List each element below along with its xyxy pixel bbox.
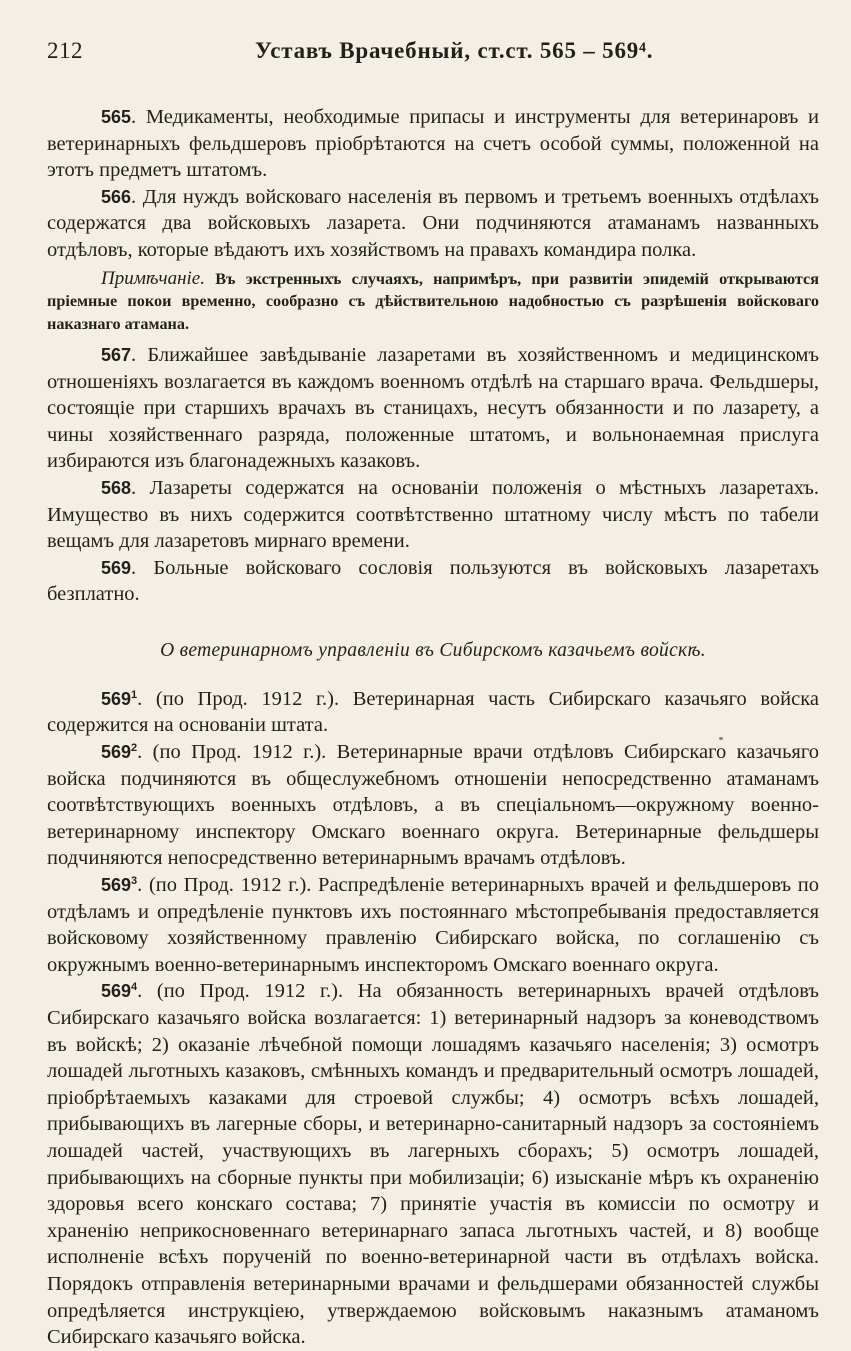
article-number: 566 xyxy=(101,186,132,207)
running-head: Уставъ Врачебный, ст.ст. 565 – 569⁴. xyxy=(255,38,654,63)
article-569: 569. Больные войсковаго сословія пользуются въ войсковыхъ лазаретахъ безплатно. xyxy=(47,556,820,606)
article-text: Для нуждъ войсковаго населенія въ первомъ и третьемъ военныхъ отдѣлахъ содержатся два войсковыхъ лазарета. Они подчиняются атаманамъ названныхъ отдѣловъ, которые вѣдаютъ ихъ хозяйствомъ на правахъ командира полка. xyxy=(47,185,819,261)
note-paragraph xyxy=(47,268,819,336)
note-label: Примѣчаніе. xyxy=(101,267,205,289)
article-text: Больные войсковаго сословія пользуются въ войсковыхъ лазаретахъ безплатно. xyxy=(47,556,820,606)
article-number: 567 xyxy=(101,344,132,365)
ink-speck xyxy=(719,737,723,740)
article-text: Лазареты содержатся на основаніи положенія о мѣстныхъ лазаретахъ. Имущество въ нихъ содержится соотвѣтственно штатному числу мѣстъ по табели вещамъ для лазаретовъ мирнаго времени. xyxy=(47,476,819,553)
article-569-4 xyxy=(47,978,819,1350)
note-text: Въ экстренныхъ случаяхъ, напримѣръ, при развитіи эпидемій открываются пріемные покои временно, сообразно съ дѣйствительною надобностью съ разрѣшенія войсковаго наказнаго атамана. xyxy=(47,269,819,334)
article-number: 568 xyxy=(101,477,132,498)
article-568: 568. Лазареты содержатся на основаніи положенія о мѣстныхъ лазаретахъ. Имущество въ нихъ содержится соотвѣтственно штатному числу мѣстъ по табели вещамъ для лазаретовъ мирнаго времени. xyxy=(47,476,819,553)
note-block xyxy=(47,268,819,336)
article-567: 567. Ближайшее завѣдываніе лазаретами въ хозяйственномъ и медицинскомъ отношеніяхъ возлагается въ каждомъ военномъ отдѣлѣ на старшаго врача. Фельдшеры, состоящіе при старшихъ врачахъ въ станицахъ, несутъ обязанности и по лазарету, а чины хозяйственнаго разряда, положенные штатомъ, и вольнонаемная прислуга избираются изъ благонадежныхъ казаковъ. xyxy=(47,343,820,473)
document-page xyxy=(47,28,819,1351)
articles-block-c xyxy=(47,686,819,1351)
page-number: 212 xyxy=(47,38,83,63)
article-number: 569 xyxy=(101,557,132,578)
article-number: $569^1$ xyxy=(101,688,138,709)
article-number: $569^4$ xyxy=(101,981,138,1002)
article-text: Медикаменты, необходимые припасы и инструменты для ветеринаровъ и ветеринарныхъ фельдшеровъ пріобрѣтаются на счетъ особой суммы, положенной на этотъ предметъ штатомъ. xyxy=(47,106,819,182)
article-565: 565. Медикаменты, необходимые припасы и инструменты для ветеринаровъ и ветеринарныхъ фельдшеровъ пріобрѣтаются на счетъ особой суммы, положенной на этотъ предметъ штатомъ. xyxy=(47,106,819,182)
article-569-1: $569^1$. (по Прод. 1912 г.). Ветеринарная часть Сибирскаго казачьяго войска содержится на основаніи штата. xyxy=(47,687,820,737)
articles-block-b xyxy=(47,342,819,608)
article-number: 565 xyxy=(101,107,132,127)
page-header xyxy=(47,28,819,68)
article-text: . (по Прод. 1912 г.). На обязанность ветеринарныхъ врачей отдѣловъ Сибирскаго казачьяго войска возлагается: 1) ветеринарный надзоръ за коневодствомъ въ войскѣ; 2) оказаніе лѣчебной помощи лошадямъ казачьяго населенія; 3) осмотръ лошадей льготныхъ казаковъ, смѣнныхъ командъ и предварительный осмотръ лошадей, пріобрѣтаемыхъ казаками для строевой службы; 4) осмотръ всѣхъ лошадей, прибывающихъ въ лагерные сборы, и ветеринарно-санитарный надзоръ за состояніемъ лошадей частей, участвующихъ въ лагерныхъ сборахъ; 5) осмотръ лошадей, прибывающихъ на сборные пункты при мобилизаціи; 6) изысканіе мѣръ къ охраненію здоровья всего конскаго состава; 7) принятіе участія въ комиссіи по осмотру и храненію неприкосновеннаго ветеринарнаго запаса льготныхъ частей, и 8) вообще исполненіе всѣхъ порученій по военно-ветеринарной части въ отдѣлахъ войска. Порядокъ отправленія ветеринарными врачами и фельдшерами обязанностей службы опредѣляется инструкціею, утверждаемою войсковымъ наказнымъ атаманомъ Сибирскаго казачьяго войска. xyxy=(47,980,819,1349)
section-title: О ветеринарномъ управленіи въ Сибирскомъ казачьемъ войскѣ. xyxy=(160,639,706,661)
article-text: Ближайшее завѣдываніе лазаретами въ хозяйственномъ и медицинскомъ отношеніяхъ возлагается въ каждомъ военномъ отдѣлѣ на старшаго врача. Фельдшеры, состоящіе при старшихъ врачахъ въ станицахъ, несутъ обязанности и по лазарету, а чины хозяйственнаго разряда, положенные штатомъ, и вольнонаемная прислуга избираются изъ благонадежныхъ казаковъ. xyxy=(47,343,820,473)
article-number: $569^3$ xyxy=(101,875,138,896)
article-569-2: $569^2$. (по Прод. 1912 г.). Ветеринарные врачи отдѣловъ Сибирскаго казачьяго войска подчиняются въ общеслужебномъ отношеніи непосредственно атаманамъ соотвѣтствующихъ военныхъ отдѣловъ, а въ спеціальномъ—окружному военно-ветеринарному инспектору Омскаго военнаго округа. Ветеринарные фельдшеры подчиняются непосредственно ветеринарнымъ врачамъ отдѣловъ. xyxy=(47,741,819,870)
article-569-3: $569^3$. (по Прод. 1912 г.). Распредѣленіе ветеринарныхъ врачей и фельдшеровъ по отдѣламъ и опредѣленіе пунктовъ ихъ постояннаго мѣстопребыванія предоставляется войсковому хозяйственному правленію Сибирскаго войска, по соглашенію съ окружнымъ военно-ветеринарнымъ инспекторомъ Омскаго военнаго округа. xyxy=(47,874,820,976)
article-text: (по Прод. 1912 г.). Ветеринарные врачи отдѣловъ Сибирскаго казачьяго войска подчиняются въ общеслужебномъ отношеніи непосредственно атаманамъ соотвѣтствующихъ военныхъ отдѣловъ, а въ спеціальномъ—окружному военно-ветеринарному инспектору Омскаго военнаго округа. Ветеринарные фельдшеры подчиняются непосредственно ветеринарнымъ врачамъ отдѣловъ. xyxy=(47,741,819,870)
article-number: $569^2$ xyxy=(101,742,138,763)
article-566: 566. Для нуждъ войсковаго населенія въ первомъ и третьемъ военныхъ отдѣлахъ содержатся два войсковыхъ лазарета. Они подчиняются атаманамъ названныхъ отдѣловъ, которые вѣдаютъ ихъ хозяйствомъ на правахъ командира полка. xyxy=(47,185,819,261)
article-text: (по Прод. 1912 г.). Ветеринарная часть Сибирскаго казачьяго войска содержится на основаніи штата. xyxy=(47,687,820,737)
section-title-wrap xyxy=(47,640,819,662)
articles-block-a xyxy=(47,104,819,264)
article-text: (по Прод. 1912 г.). Распредѣленіе ветеринарныхъ врачей и фельдшеровъ по отдѣламъ и опредѣленіе пунктовъ ихъ постояннаго мѣстопребыванія предоставляется войсковому хозяйственному правленію Сибирскаго войска, по соглашенію съ окружнымъ военно-ветеринарнымъ инспекторомъ Омскаго военнаго округа. xyxy=(47,874,820,976)
